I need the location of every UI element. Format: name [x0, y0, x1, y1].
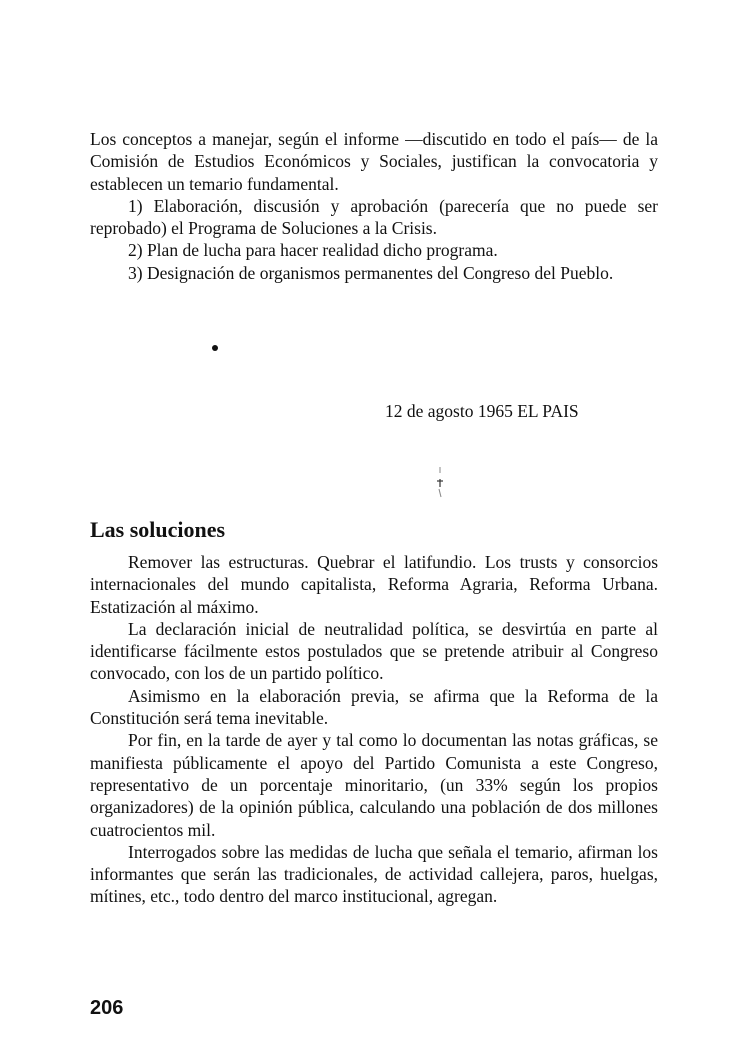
ink-mark-icon — [435, 465, 445, 499]
solutions-paragraph-3: Asimismo en la elaboración previa, se afirma que la Reforma de la Constitución será tema inevitable. — [90, 685, 658, 729]
section-two — [90, 551, 658, 908]
solutions-paragraph-5: Interrogados sobre las medidas de lucha que señala el temario, afirman los informantes que serán las tradicionales, de actividad callejera, paros, huelgas, mítines, etc., todo dentro del marco institucional, agregan. — [90, 841, 658, 907]
intro-paragraph: Los conceptos a manejar, según el informe —discutido en todo el país— de la Comisión de Estudios Económicos y Sociales, justifican la convocatoria y establecen un temario fundamental. — [90, 129, 658, 194]
bullet-dot — [212, 345, 218, 351]
item-3-paragraph: 3) Designación de organismos permanentes del Congreso del Pueblo. — [128, 262, 614, 283]
section-title: Las soluciones — [90, 517, 226, 542]
dateline: 12 de agosto 1965 EL PAIS — [385, 401, 579, 421]
solutions-paragraph-4: Por fin, en la tarde de ayer y tal como lo documentan las notas gráficas, se manifiesta públicamente el apoyo del Partido Comunista a este Congreso, representativo de un porcentaje minoritario, (un 33% según los propios organizadores) de la opinión pública, calculando una población de dos millones cuatrocientos mil. — [90, 730, 658, 840]
solutions-paragraph-1: Remover las estructuras. Quebrar el latifundio. Los trusts y consorcios internacionales del mundo capitalista, Reforma Agraria, Reforma Urbana. Estatización al máximo. — [90, 552, 658, 617]
solutions-paragraph-2: La declaración inicial de neutralidad política, se desvirtúa en parte al identificarse fácilmente estos postulados que se pretende atribuir al Congreso convocado, con los de un partido político. — [90, 618, 658, 684]
item-2-paragraph: 2) Plan de lucha para hacer realidad dicho programa. — [128, 240, 498, 261]
page-number: 206 — [90, 997, 124, 1019]
item-1-paragraph: 1) Elaboración, discusión y aprobación (parecería que no puede ser reprobado) el Programa de Soluciones a la Crisis. — [90, 195, 658, 239]
section-one — [90, 128, 658, 284]
